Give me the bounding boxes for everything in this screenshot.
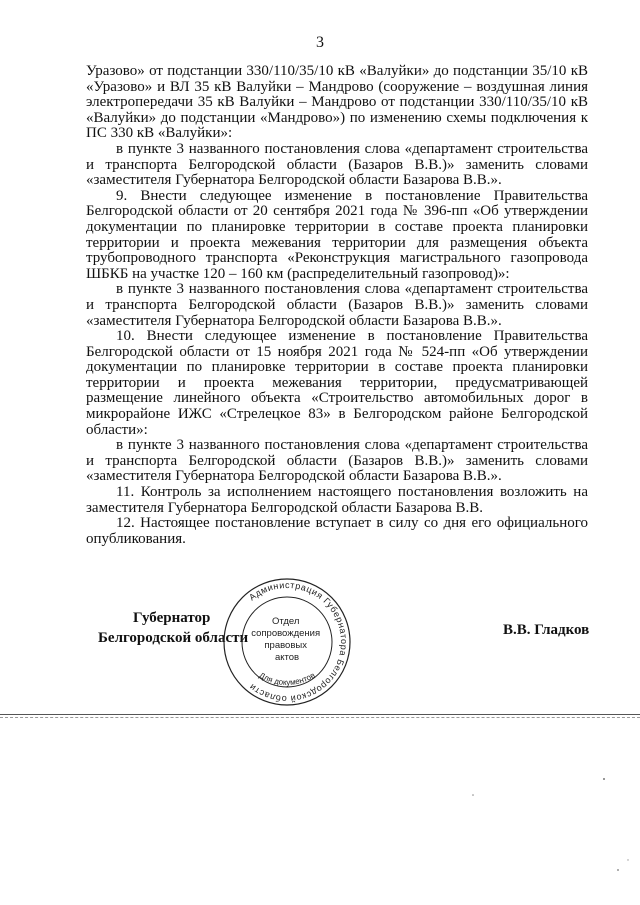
paragraph-continuation: Уразово» от подстанции 330/110/35/10 кВ «Валуйки» до подстанции 35/10 кВ «Уразово» и ВЛ 35 кВ Валуйки – Мандрово (сооружение – воздушная линия электропередачи 35 кВ Валуйки – Мандрово от подстанции 330/110/35/10 кВ «Валуйки» до подстанции «Мандрово») по изменению схемы подключения к ПС 330 кВ «Валуйки»: (86, 63, 588, 142)
stamp-bottom-text: Для документов (257, 670, 317, 688)
stamp-center-line: сопровождения (251, 628, 321, 639)
paragraph-item-11: 11. Контроль за исполнением настоящего постановления возложить на заместителя Губернатора Белгородской области Базарова В.В. (86, 484, 588, 516)
paragraph-amendment-9: в пункте 3 названного постановления слова «департамент строительства и транспорта Белгородской области (Базаров В.В.)» заменить словами «заместителя Губернатора Белгородской области Базарова В.В.». (86, 281, 588, 329)
paragraph-item-9: 9. Внести следующее изменение в постановление Правительства Белгородской области от 20 сентября 2021 года № 396-пп «Об утверждении документации по планировке территории в составе проекта планировки территории и проекта межевания территории для размещения объекта трубопроводного транспорта «Реконструкция магистрального газопровода ШБКБ на участке 120 – 160 км (распределительный газопровод)»: (86, 187, 588, 282)
paragraph-item-10: 10. Внести следующее изменение в постановление Правительства Белгородской области от 15 ноября 2021 года № 524-пп «Об утверждении документации по планировке территории в составе проекта планировки территории и проекта межевания территории, предусматривающей размещение линейного объекта «Строительство автомобильных дорог в микрорайоне ИЖС «Стрелецкое 83» в Белгородском районе Белгородской области»: (86, 328, 588, 438)
scan-speck (627, 859, 628, 860)
scan-speck (472, 794, 474, 796)
signatory-title-line2: Белгородской области (98, 630, 249, 646)
paragraph-amendment-8: в пункте 3 названного постановления слова «департамент строительства и транспорта Белгородской области (Базаров В.В.)» заменить словами «заместителя Губернатора Белгородской области Базарова В.В.». (86, 140, 588, 189)
paragraph-item-12: 12. Настоящее постановление вступает в силу со дня его официального опубликования. (86, 515, 588, 547)
scan-divider-line (0, 714, 640, 715)
stamp-center-line: Отдел (271, 616, 300, 627)
signatory-title-line1: Губернатор (133, 610, 211, 626)
official-stamp (221, 576, 353, 708)
scan-speck (617, 869, 619, 871)
stamp-center-line: правовых (264, 640, 307, 651)
svg-text:Отдел сопровождения пр (251, 616, 323, 663)
scan-noise (0, 720, 640, 905)
paragraph-amendment-10: в пункте 3 названного постановления слова «департамент строительства и транспорта Белгородской области (Базаров В.В.)» заменить словами «заместителя Губернатора Белгородской области Базарова В.В.». (86, 437, 588, 485)
stamp-ring-text: Администрация Губернатора Белгородской области (247, 579, 350, 705)
page-number: 3 (316, 34, 324, 51)
svg-text:Для документов (258, 671, 317, 687)
document-body (86, 64, 588, 547)
stamp-center-line: актов (274, 652, 300, 663)
scan-speck (603, 778, 605, 780)
scan-divider-line (0, 717, 640, 718)
signatory-name: В.В. Гладков (503, 622, 590, 638)
